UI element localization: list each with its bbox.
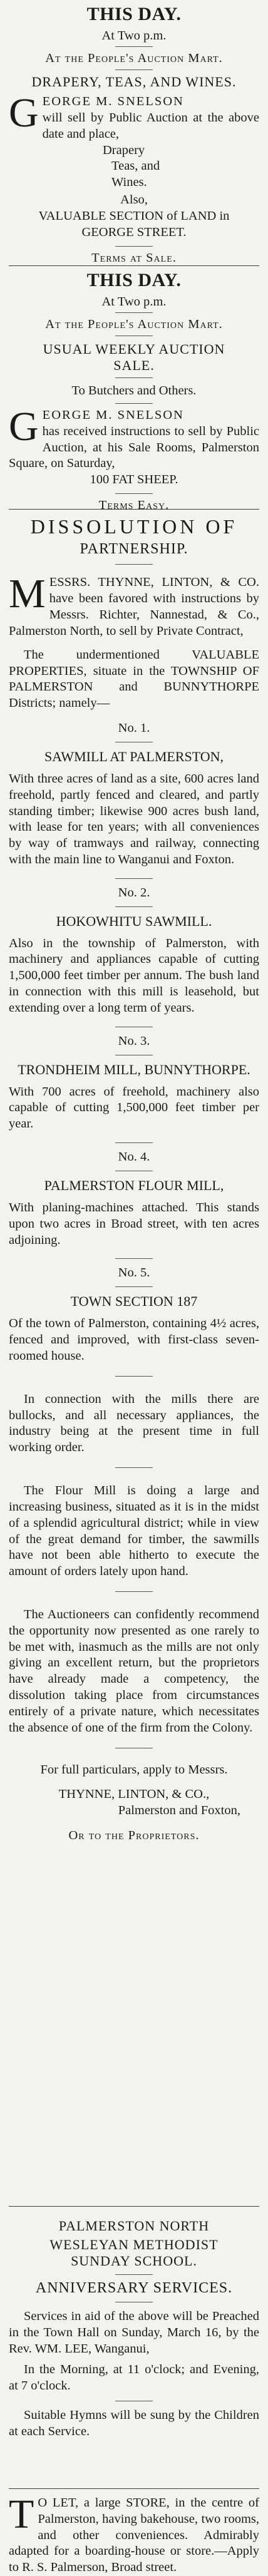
list-item: Teas, and bbox=[111, 159, 160, 173]
lot-2 bbox=[9, 878, 259, 1017]
ad-title: THIS DAY. bbox=[86, 4, 182, 24]
ad-title: THIS DAY. bbox=[86, 270, 182, 290]
ad-headline: DRAPERY, TEAS, AND WINES. bbox=[31, 74, 237, 90]
to-let-text: O LET, a large STORE, in the centre of Palmerston, having bakehouse, two rooms, and other conveniences. Admirably adapted for a boarding-house or store.—Apply to R. S. Palmerson, Broad street. bbox=[9, 2496, 259, 2575]
valuable-section: VALUABLE SECTION of LAND in GEORGE STREET. bbox=[38, 208, 230, 239]
divider bbox=[115, 403, 153, 404]
lot-description: With 700 acres of freehold, machinery also capable of cutting 1,500,000 feet timber per year. bbox=[9, 1084, 259, 1131]
ad-venue: At the People's Auction Mart. bbox=[45, 317, 223, 332]
hymns-text: Suitable Hymns will be sung by the Children at each Service. bbox=[9, 2408, 259, 2438]
item-list bbox=[9, 143, 259, 191]
lot-5 bbox=[9, 1258, 259, 1364]
lot-number: No. 4. bbox=[118, 1150, 150, 1164]
auction-ad-drapery bbox=[9, 4, 259, 266]
divider bbox=[115, 46, 153, 47]
lot-description: With planing-machines attached. This stands upon two acres in Broad street, with ten acres adjoining. bbox=[9, 1200, 259, 1247]
lot-description: With three acres of land as a site, 600 acres land freehold, partly fenced and cleared, and partly standing timber; likewise 900 acres bush land, with lease for ten years; with all conveniences by way of tramways and railway, connecting with the main line to Wanganui and Foxton. bbox=[9, 771, 259, 866]
ad-headline: USUAL WEEKLY AUCTION bbox=[43, 341, 225, 357]
intro-text: has received instructions to sell by Public Auction, at his Sale Rooms, Palmerston Square, on Saturday, bbox=[9, 424, 259, 471]
notice-title: DISSOLUTION OF bbox=[30, 515, 238, 538]
lot-number: No. 1. bbox=[118, 721, 150, 736]
recommendation-paragraph: The Auctioneers can confidently recommend the opportunity now presented as one rarely to be met with, inasmuch as the mills are not only giving an excellent return, but the proprietors have already made a competency, the dissolution taking place from circumstances entirely of a private nature, which necessitates the absence of one of the firm from the Colony. bbox=[9, 1608, 259, 1735]
ad-time: At Two p.m. bbox=[101, 28, 167, 43]
divider bbox=[115, 312, 153, 313]
ad-headline: SALE. bbox=[113, 357, 155, 374]
properties-intro: The undermentioned VALUABLE PROPERTIES, situate in the TOWNSHIP OF PALMERSTON and BUNNYTHORPE Districts; namely— bbox=[9, 647, 259, 711]
notice-intro bbox=[9, 571, 259, 639]
lot-number: No. 5. bbox=[118, 1266, 150, 1280]
notice-title-2: PARTNERSHIP. bbox=[80, 541, 188, 558]
lot-description: Also in the township of Palmerston, with machinery and appliances capable of cutting 1,500,000 feet timber per annum. The bush land in connection with this mill is leasehold, but extending over a long term of years. bbox=[9, 936, 259, 1015]
drop-capital: G bbox=[9, 403, 39, 449]
divider bbox=[115, 878, 153, 879]
notice-headline: ANNIVERSARY SERVICES. bbox=[35, 2280, 233, 2296]
services-text: Services in aid of the above will be Preached in the Town Hall on Sunday, March 16, by the Rev. WM. LEE, Wanganui, bbox=[9, 2309, 259, 2356]
intro-text: ESSRS. THYNNE, LINTON, & CO. have been favored with instructions by Messrs. Richter, Nannestad, & Co., Palmerston North, to sell by Private Contract, bbox=[9, 575, 259, 638]
terms: Terms Easy. bbox=[98, 498, 170, 513]
divider bbox=[115, 1286, 153, 1287]
terms: Terms at Sale. bbox=[91, 250, 177, 265]
firm-name: THYNNE, LINTON, & CO., bbox=[58, 1787, 210, 1802]
sheep-lot: 100 FAT SHEEP. bbox=[90, 473, 178, 487]
divider bbox=[115, 906, 153, 907]
lot-number: No. 3. bbox=[118, 1034, 150, 1048]
lot-name: PALMERSTON FLOUR MILL, bbox=[44, 1177, 224, 1193]
lot-1 bbox=[9, 721, 259, 868]
divider bbox=[115, 377, 153, 378]
ad-venue: At the People's Auction Mart. bbox=[45, 51, 223, 66]
particulars-line: For full particulars, apply to Messrs. bbox=[40, 1762, 228, 1777]
divider bbox=[115, 1467, 153, 1468]
divider bbox=[115, 69, 153, 70]
lot-name: SAWMILL AT PALMERSTON, bbox=[44, 748, 224, 764]
proprietors-line: Or to the Proprietors. bbox=[68, 1829, 200, 1843]
flour-mill-paragraph: The Flour Mill is doing a large and increasing business, situated as it is in the midst of a splendid agricultural district; while in view of the great demand for timber, the sawmills have not been able hitherto to execute the amount of orders lately upon hand. bbox=[9, 1484, 259, 1579]
divider bbox=[115, 1376, 153, 1377]
list-item: Drapery bbox=[103, 143, 145, 157]
to-let-notice bbox=[9, 2491, 259, 2576]
mills-paragraph: In connection with the mills there are bullocks, and all necessary appliances, the industry being at the present time in full working order. bbox=[9, 1392, 259, 1455]
drop-capital: G bbox=[9, 90, 39, 136]
sunday-school-notice bbox=[9, 2218, 259, 2489]
dissolution-notice bbox=[9, 515, 259, 2207]
divider bbox=[115, 493, 153, 494]
drop-capital: T bbox=[9, 2491, 34, 2537]
ad-subtitle: To Butchers and Others. bbox=[71, 384, 197, 398]
notice-line: PALMERSTON NORTH bbox=[58, 2218, 210, 2234]
divider bbox=[115, 1591, 153, 1592]
divider bbox=[115, 1258, 153, 1259]
drop-capital: M bbox=[9, 571, 46, 617]
intro-text: will sell by Public Auction at the above date and place, bbox=[42, 110, 259, 141]
firm-location: Palmerston and Foxton, bbox=[118, 1804, 240, 1818]
lot-name: TOWN SECTION 187 bbox=[70, 1293, 198, 1310]
divider bbox=[115, 246, 153, 247]
lot-3 bbox=[9, 1027, 259, 1132]
lot-description: Of the town of Palmerston, containing 4½ acres, fenced and improved, with first-class seven-roomed house. bbox=[9, 1316, 259, 1363]
notice-line: WESLEYAN METHODIST bbox=[49, 2237, 219, 2252]
notice-line: SUNDAY SCHOOL. bbox=[71, 2253, 197, 2269]
ad-time: At Two p.m. bbox=[101, 294, 167, 309]
auction-ad-sheep bbox=[9, 270, 259, 513]
divider bbox=[115, 1142, 153, 1143]
auctioneer-name: EORGE M. SNELSON bbox=[42, 95, 184, 109]
divider bbox=[115, 564, 153, 565]
lot-number: No. 2. bbox=[118, 885, 150, 900]
lot-4 bbox=[9, 1142, 259, 1248]
auctioneer-name: EORGE M. SNELSON bbox=[42, 408, 184, 422]
ad-intro bbox=[9, 403, 259, 472]
also-label: Also, bbox=[120, 193, 148, 207]
ad-intro bbox=[9, 90, 259, 142]
lot-name: TRONDHEIM MILL, BUNNYTHORPE. bbox=[18, 1061, 250, 1077]
service-times: In the Morning, at 11 o'clock; and Evening, at 7 o'clock. bbox=[9, 2363, 259, 2393]
to-let-body bbox=[9, 2491, 259, 2576]
divider bbox=[115, 2274, 153, 2275]
list-item: Wines. bbox=[111, 175, 147, 190]
lot-name: HOKOWHITU SAWMILL. bbox=[56, 913, 212, 929]
